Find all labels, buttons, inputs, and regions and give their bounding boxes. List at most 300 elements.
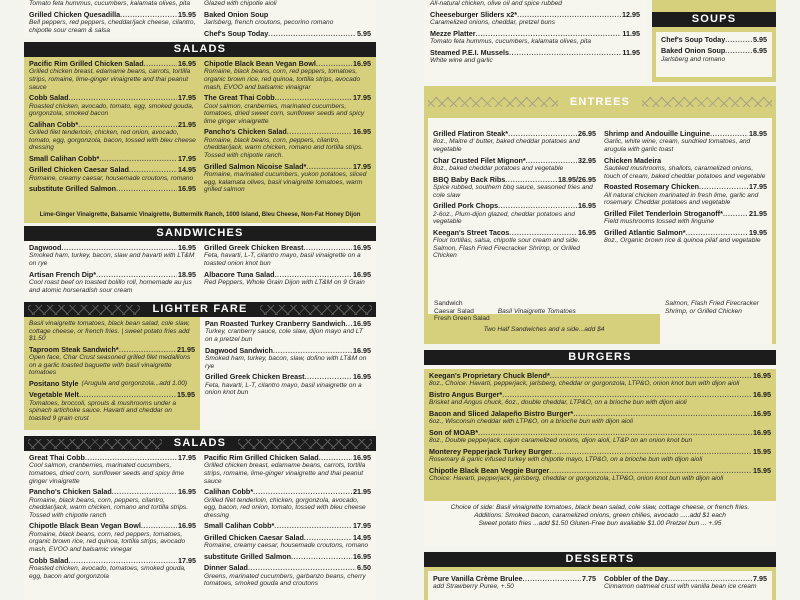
menu-item-name: Chef's Soup Today [204,28,269,38]
menu-item [204,11,371,27]
menu-item-description: Roasted chicken, avocado, tomato, egg, smoked gouda, gorgonzola, smoked bacon [29,102,194,118]
menu-item-row [433,202,596,210]
menu-item-description: Glazed with chipotle aioli [204,0,277,7]
menu-item-row [29,380,195,388]
soups-header [652,12,776,27]
menu-item [661,36,767,44]
menu-item-price: 17.95 [178,555,196,565]
leader-dots [291,553,352,561]
menu-item-price: 16.95 [353,453,371,462]
menu-item-row [204,454,371,462]
menu-item [29,155,196,163]
leader-dots [306,163,352,171]
menu-item-description: 8oz., Organic brown rice & quinoa pilaf and vegetable [604,237,761,245]
menu-item-row [204,60,371,68]
burgers-list [424,369,776,501]
leader-dots [552,448,752,456]
zigzag-ornament-left [28,305,140,315]
menu-item-description: Rosemary & garlic infused turkey with chipotle mayo, LTP&O, on a brioche bun with dijon aioli [429,456,703,464]
menu-item-description: Romaine, creamy caesar, housemade croutons, romano [204,542,369,550]
menu-item-description: Greens, marinated cucumbers, garbanzo beans, cherry tomatoes, smoked gouda and croutons [204,572,366,588]
menu-item-description: 8oz., Maitre d' butter, baked cheddar potatoes and vegetable [433,138,580,153]
burgers-header [424,350,776,365]
menu-item-price: 12.95 [622,9,640,19]
combo-left-list [434,300,490,323]
menu-item-row [204,244,371,252]
menu-item [29,121,196,152]
menu-item-name: Cobb Salad [29,555,69,565]
menu-item-name: Grilled Greek Chicken Breast [204,243,304,252]
menu-item-description: Open face, Char Crust seasoned grilled filet medallions on a garlic toasted baguette with basil vinaigrette tomatoes [29,354,191,377]
menu-item-price: 18.95/26.95 [558,174,596,184]
menu-item-description: Red Peppers, Whole Grain Dijon with LT&M on 9 Grain [204,279,365,286]
menu-item [204,454,371,485]
menu-item [204,0,371,8]
menu-item-name: Bistro Angus Burger* [429,390,503,399]
menu-item [29,166,196,182]
sandwiches-title: SANDWICHES [156,227,244,239]
leader-dots [85,454,177,462]
menu-item [429,448,771,464]
lighter-fare-header [24,302,376,317]
combo-line: Two Half Sandwiches and a side...add $4 [483,325,605,333]
top-list-a [29,0,196,38]
leader-dots [505,176,557,184]
desserts-list-b [604,575,767,597]
menu-item [204,564,371,588]
menu-item-name: Cheeseburger Sliders x2* [430,9,518,19]
sandwiches-section [24,226,376,298]
menu-item-description: 8oz., baked cheddar potatoes and vegetable [433,165,564,172]
leader-dots [274,522,352,530]
menu-item-row [205,347,371,355]
menu-item-price: 16.95 [753,371,771,380]
menu-item-row [433,229,596,237]
menu-item-price: 17.95 [749,182,767,192]
lighter-fare-section [24,302,376,430]
leader-dots [304,534,352,542]
menu-item-row [29,244,196,252]
menu-item-description: Romaine, black beans, corn, red peppers, tomatoes, organic brown rice, red quinoa, tortilla strips, avocado mash, EVOO and balsamic vinegar [29,530,186,553]
menu-item-name: Chipotle Black Bean Vegan Bowl [29,521,141,531]
menu-item [29,271,196,295]
menu-item-description: Romaine, marinated cucumbers, yukon potatoes, sliced egg, kalamata olives, basil vinaigrette tomatoes, warm grilled salmon [204,170,367,194]
menu-item-price: 21.95 [353,487,371,497]
menu-item-row [429,372,771,380]
dressings-line: Lime-Ginger Vinaigrette, Balsamic Vinaigrette, Buttermilk Ranch, 1000 Island, Bleu Cheese, Non-Fat Honey Dijon [39,212,361,218]
menu-item-row [29,522,196,530]
leader-dots [275,94,352,102]
zigzag-ornament-left-3 [428,97,558,107]
menu-item-name: Char Crusted Filet Mignon* [433,155,526,165]
menu-item-row [29,94,196,102]
menu-item-description: Sautéed mushrooms, shallots, caramelized onions, touch of cream, baked cheddar potatoes and vegetable [604,165,766,180]
menu-item-name: Small Calihan Cobb* [29,153,100,163]
menu-item-name: Calihan Cobb* [204,487,254,497]
leader-dots [509,49,621,57]
menu-item [204,244,371,268]
menu-item-row [29,557,196,565]
desserts-list-a [433,575,596,597]
menu-item [29,346,195,377]
menu-item-description: Caramelized onions, cheddar, pretzel buns [430,19,555,26]
salads-title-2: SALADS [173,437,227,449]
menu-item-price: 14.95 [178,165,196,175]
menu-item-row [204,30,371,38]
leader-dots [120,11,177,19]
salads-list-a [29,60,196,197]
leader-dots [508,130,577,138]
menu-item-name: Baked Onion Soup [204,9,269,19]
leader-dots [116,185,177,193]
menu-item-row [205,320,371,328]
menu-item [204,163,371,194]
menu-item [604,229,767,245]
sandwiches-header [24,226,376,241]
menu-item-description: 8oz., Choice: Havarti, pepperjack, jarlsberg, cheddar or gorgonzola, LTP&O, onion knot bun with dijon aioli [429,380,740,388]
leader-dots [112,488,177,496]
menu-item [429,429,771,445]
menu-item-name: Chicken Madeira [604,155,662,165]
leader-dots [61,244,177,252]
menu-item [29,11,196,35]
menu-item [429,372,771,388]
leader-dots [129,166,177,174]
menu-item-name: Grilled Atlantic Salmon* [604,227,686,237]
leader-dots [78,121,177,129]
menu-item-price: 16.95 [353,243,371,252]
menu-item-price: 17.95 [178,453,196,462]
menu-item-name: Steamed P.E.I. Mussels [430,47,509,57]
lighter-fare-intro: Basil vinaigrette tomatoes, black bean salad, cole slaw, cottage cheese, or french fries. | sweet potato fries add $1.50 [29,320,190,343]
menu-item-description: Brisket and Angus chuck, 6oz., double cheddar, LTP&O, on a brioche bun with dijon aioli [429,399,687,407]
menu-item [604,130,767,154]
menu-item-name: Pan Roasted Turkey Cranberry Sandwich [205,319,346,328]
menu-item-row [29,11,196,19]
menu-item [433,157,596,173]
menu-item [430,49,640,65]
menu-item [433,575,596,591]
starters-list [424,0,646,65]
menu-item-description: Cool roast beef on toasted bolillo roll, homemade au jus and atomic horseradish sour cream [29,279,192,294]
burgers-section [424,350,776,546]
menu-item-name: Son of MOAB* [429,428,479,437]
leader-dots [549,467,752,475]
menu-item-row [433,176,596,184]
menu-item-row [29,346,195,354]
menu-item-description: 2-6oz., Plum-dijon glazed, cheddar potatoes and vegetable [433,210,575,226]
menu-item-row [29,185,196,193]
menu-item-price: 16.95 [178,487,196,497]
burger-side-note: Choice of side: Basil vinaigrette tomatoes, black bean salad, cole slaw, cottage cheese, or french fries. [450,504,750,511]
menu-item-name: Dinner Salad [204,563,248,573]
menu-item-description: Cool salmon, cranberries, marinated cucumbers, tomatoes, dried sweet corn, sunflower seeds and spicy lime ginger vinaigrette [204,102,365,125]
menu-item-name: Small Calihan Cobb* [204,521,275,531]
menu-item-name: substitute Grilled Salmon [29,184,117,194]
menu-item-name: Chef's Soup Today [661,35,726,44]
menu-item [29,0,196,8]
leader-dots [96,271,177,279]
menu-item-description: Grilled filet tenderloin, chicken, gorgonzola, avocado, egg, bacon, red onion, tomato, tossed with bleu cheese dressing [204,496,366,519]
menu-item-price: 16.95 [353,269,371,279]
menu-item [429,467,771,483]
menu-item-row [429,448,771,456]
menu-item-name: Baked Onion Soup [661,46,726,56]
leader-dots [526,157,577,165]
desserts-section [424,552,776,600]
lighter-list-b [200,317,376,430]
menu-item-name: Cobb Salad [29,93,69,103]
menu-item-description: Romaine, creamy caesar, housemade croutons, romano [29,174,194,182]
menu-item [204,534,371,550]
menu-item-row [430,49,640,57]
menu-item-row [429,467,771,475]
menu-item-row [604,575,767,583]
menu-item-price: 32.95 [578,155,596,165]
menu-item-row [429,391,771,399]
menu-item-row [604,130,767,138]
menu-item-description: Jarlsberg, french croutons, pecorino romano [204,19,334,26]
menu-item [429,391,771,407]
leader-dots [268,30,356,38]
menu-item-description: Jarlsberg and romano [661,55,726,63]
menu-item-price: 16.95 [353,345,371,355]
menu-item-description: add Strawberry Puree, +.50 [433,583,514,591]
menu-item-price: 5.95 [357,28,371,38]
menu-item-row [204,564,371,572]
menu-item-row [429,429,771,437]
menu-item-description: Tomato feta hummus, cucumbers, kalamata olives, pita [29,0,191,7]
menu-item-name: Cobbler of the Day [604,574,668,583]
menu-item-price: 11.95 [622,28,640,38]
sandwiches-list-b [204,244,371,297]
desserts-title: DESSERTS [565,553,635,565]
leader-dots [502,391,752,399]
leader-dots [668,575,752,583]
menu-item-name: Dagwood Sandwich [205,345,273,355]
menu-item-row [433,130,596,138]
menu-item-description: Tomato feta hummus, cucumbers, kalamata olives, pita [430,38,592,45]
menu-item-description: Cool salmon, cranberries, marinated cucumbers, tomatoes, dried corn, sunflower seeds and spicy lime ginger vinaigrette [29,462,185,485]
salads-header [24,42,376,57]
menu-item-description: Choice: Havarti, pepperjack, jarlsberg, cheddar or gorgonzola, LTP&O, onion knot bun with dijon aioli [429,475,724,483]
menu-item-price: 16.95 [353,319,371,328]
leader-dots [725,47,752,55]
menu-item-price: 7.95 [753,574,767,583]
zigzag-ornament-left-2 [28,439,162,449]
menu-item [29,557,196,581]
menu-item-row [29,166,196,174]
menu-item [29,244,196,268]
entrees-list-a [433,130,596,263]
menu-item-row [29,454,196,462]
menu-item [604,210,767,226]
menu-item-row [204,11,371,19]
entrees-title: ENTREES [569,95,631,108]
leader-dots [69,94,177,102]
menu-item-name: Grilled Chicken Quesadilla [29,9,121,19]
leader-dots [144,60,177,68]
menu-item-price: 15.95 [753,447,771,456]
leader-dots [550,372,752,380]
lighter-list-a [29,346,195,423]
leader-dots [725,36,752,44]
menu-item-name: Artisan French Dip* [29,269,97,279]
menu-item-price: 16.95 [578,227,596,237]
menu-item-name: Pacific Rim Grilled Chicken Salad [29,59,144,68]
menu-item [433,130,596,154]
menu-item-price: 16.95 [178,184,196,194]
leader-dots [319,454,352,462]
combo-option: Fresh Green Salad [434,315,490,323]
menu-item-name: Chipotle Black Bean Vegan Bowl [204,59,316,68]
menu-item [29,185,196,193]
menu-item-name: Taproom Steak Sandwich* [29,344,119,354]
menu-item-name: Great Thai Cobb [29,453,85,462]
menu-item-name: Dagwood [29,243,62,252]
menu-item-price: 17.95 [353,93,371,103]
menu-item-name: Monterey Pepperjack Turkey Burger [429,447,552,456]
menu-item-row [604,229,767,237]
menu-item-name: Grilled Pork Chops [433,201,499,211]
menu-item-row [29,60,196,68]
menu-item [29,94,196,118]
menu-item-name: Pancho's Chicken Salad [204,127,287,137]
menu-item-row [661,47,767,55]
leader-dots [509,229,577,237]
menu-item-row [604,157,767,165]
menu-item [29,454,196,485]
menu-item-price: 16.95 [753,428,771,437]
menu-item-price: 16.95 [178,59,196,68]
menu-item-price: 26.95 [578,129,596,138]
menu-item-description: Romaine, black beans, corn, peppers, cilantro, cheddar/jack, warm chicken, romano and tortilla strips. Tossed with chipotle ranch. [204,136,364,159]
menu-item-price: 16.95 [178,243,196,252]
leader-dots [141,522,177,530]
leader-dots [517,11,621,19]
menu-item-name: Pancho's Chicken Salad [29,487,112,497]
lighter-fare-title: LIGHTER FARE [152,303,248,315]
top-continued-section [24,0,376,38]
half-sandwich-combo [428,298,660,344]
menu-item [204,60,371,91]
menu-item-name: Grilled Filet Tenderloin Stroganoff* [604,208,723,218]
menu-item-price: 15.95 [178,9,196,19]
menu-item [205,347,371,371]
salads2-list-a [29,454,196,591]
leader-dots [275,271,352,279]
menu-item-name: Positano Style [29,378,79,388]
menu-item [604,575,767,591]
menu-item-description: Smoked ham, turkey, bacon, slaw, dofino with LT&M on rye [205,355,367,370]
menu-item [661,47,767,63]
menu-item-name: Mezze Platter [430,28,476,38]
menu-item-row [205,373,371,381]
menu-item-row [430,11,640,19]
menu-item-description: Feta, havarti, L-T, cilantro mayo, basil vinaigrette on a onion knot bun [205,381,362,397]
menu-item-row [433,157,596,165]
menu-item-description: Grilled filet tenderloin, chicken, red onion, avocado, tomato, egg, gorgonzola, bacon, tossed with bleu cheese dressing [29,129,196,152]
menu-item-price: 17.95 [178,93,196,103]
menu-item-name: substitute Grilled Salmon [204,551,292,561]
menu-item [204,488,371,519]
menu-item-description: Spice rubbed, southern bbq sauce, seasoned fries and cole slaw [433,184,593,199]
menu-item-price: 18.95 [178,269,196,279]
salads-title: SALADS [173,43,227,55]
sandwiches-list-a [29,244,196,297]
menu-item-row [204,271,371,279]
menu-item [429,410,771,426]
leader-dots [476,30,622,38]
menu-item-description: Bell peppers, red peppers, cheddar/jack cheese, cilantro, chipotle sour cream & salsa [29,19,196,34]
menu-item-name: Grilled Greek Chicken Breast [205,372,305,382]
salads-section-2 [24,436,376,600]
menu-item [204,271,371,287]
menu-item [204,553,371,561]
menu-item-description: Romaine, black beans, corn, red peppers, tomatoes, organic brown rice, red quinoa, tortilla strips, avocado mash, EVOO and balsamic vinaigrar [204,68,361,91]
menu-item-price: 16.95 [353,127,371,137]
menu-item [29,522,196,553]
menu-item-price: 14.95 [353,532,371,542]
menu-item-row [204,534,371,542]
menu-item-row [29,121,196,129]
menu-item-description: Roasted chicken, avocado, tomatoes, smoked gouda, egg, bacon and gorgonzola [29,564,186,580]
menu-item-description: Garlic, white wine, cream, sundried tomatoes, and arugula with garlic toast [604,138,751,153]
menu-item-name: Grilled Flatiron Steak* [433,129,509,138]
menu-item-description: Flour tortillas, salsa, chipotle sour cream and side. Salmon, Flash Fried Firecracker Shrimp, or Grilled Chicken [433,237,580,260]
menu-item-description: Feta, havarti, L-T, cilantro mayo, basil vinaigrette on a toasted onion knot bun [204,252,361,267]
leader-dots [79,391,176,399]
menu-item-name: Pure Vanilla Crème Brulee [433,574,523,583]
zigzag-ornament-right [260,305,372,315]
menu-item-price: 15.95 [753,466,771,475]
menu-item [433,176,596,200]
menu-item [433,202,596,226]
menu-item-price: 7.75 [582,574,596,583]
menu-item-row [204,522,371,530]
leader-dots [303,244,352,252]
entrees-header [424,86,776,118]
menu-item-price: 16.95 [753,390,771,399]
combo-option: Caesar Salad [434,307,474,315]
menu-item-name: Pacific Rim Grilled Chicken Salad [204,453,319,462]
menu-item [29,60,196,91]
leader-dots [273,347,352,355]
menu-item-row [204,94,371,102]
menu-item-row [29,155,196,163]
burgers-title: BURGERS [568,351,632,363]
menu-item-price: 17.95 [178,153,196,163]
leader-dots [69,557,177,565]
soups-list [656,32,772,77]
menu-item [29,380,195,388]
burger-extras: Sweet potato fries ...add $1.50 Gluten-Free bun available $1.00 Pretzel bun ... +.95 [478,520,722,527]
salads2-list-b [204,454,371,591]
menu-item-name: Grilled Salmon Nicoise Salad* [204,161,307,171]
top-list-b [204,0,371,38]
menu-item-price: 5.95 [753,35,767,44]
menu-item-name: Roasted Rosemary Chicken [604,182,700,192]
menu-item [204,94,371,125]
leader-dots [253,488,352,496]
menu-item-name: Chipotle Black Bean Veggie Burger [429,466,550,475]
menu-item-row [29,391,195,399]
menu-item-row [204,553,371,561]
menu-item [430,11,640,27]
menu-item [604,183,767,207]
menu-item-price: 6.95 [753,46,767,56]
salads-list-b [204,60,371,197]
